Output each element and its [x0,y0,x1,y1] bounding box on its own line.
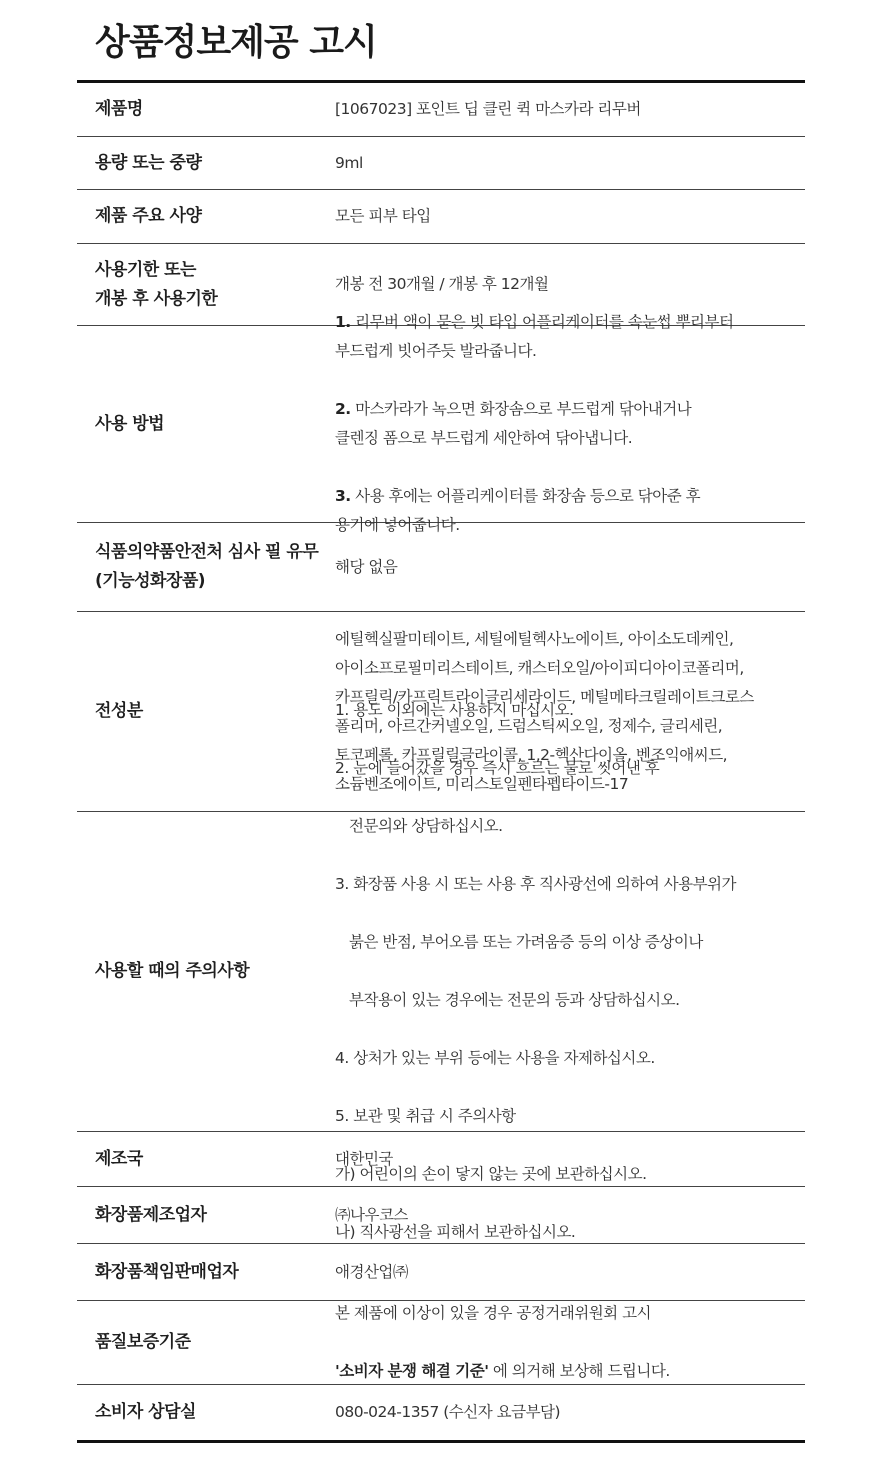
usage-step: 3. 사용 후에는 어플리케이터를 화장솜 등으로 닦아준 후 용기에 넣어줍니다. [335,487,701,534]
row-label: 사용 방법 [95,413,165,434]
precaution-line: 나) 직사광선을 피해서 보관하십시오. [335,1223,576,1241]
table-row-product-name [77,83,805,137]
row-value: ㈜나우코스 [335,1205,408,1224]
precaution-line: 전문의와 상담하십시오. [349,817,503,835]
precaution-line: 5. 보관 및 취급 시 주의사항 [335,1107,516,1125]
warranty-line: '소비자 분쟁 해결 기준' 에 의거해 보상해 드립니다. [335,1362,670,1380]
precaution-line: 붉은 반점, 부어오름 또는 가려움증 등의 이상 증상이나 [349,933,703,951]
row-value: 개봉 전 30개월 / 개봉 후 12개월 [335,275,549,293]
usage-step: 2. 마스카라가 녹으면 화장솜으로 부드럽게 닦아내거나 클렌징 폼으로 부드럽게 세안하여 닦아냅니다. [335,400,692,447]
row-label: 제조국 [95,1148,143,1169]
row-value [335,279,805,569]
table-row-usage [77,313,805,534]
table-row-volume [77,137,805,190]
row-value: 080-024-1357 (수신자 요금부담) [335,1403,561,1421]
row-value [335,1270,805,1415]
row-label: 제품명 [95,99,143,119]
row-label: 소비자 상담실 [95,1402,196,1422]
table-row-spec [77,190,805,244]
row-value [335,667,805,1276]
product-info-table [77,80,805,1443]
warranty-line: 본 제품에 이상이 있을 경우 공정거래위원회 고시 [335,1304,652,1322]
table-row-warranty [77,1301,805,1385]
row-value: [1067023] 포인트 딥 클린 퀵 마스카라 리무버 [335,100,641,118]
row-label: 용량 또는 중량 [95,152,202,173]
precaution-line: 1. 용도 이외에는 사용하지 마십시오. [335,701,574,719]
row-value: 모든 피부 타입 [335,207,431,225]
precaution-line: 3. 화장품 사용 시 또는 사용 후 직사광선에 의하여 사용부위가 [335,875,736,893]
row-label: 품질보증기준 [95,1332,191,1352]
precaution-line: 4. 상처가 있는 부위 등에는 사용을 자제하십시오. [335,1049,655,1067]
precaution-line: 가) 어린이의 손이 닿지 않는 곳에 보관하십시오. [335,1165,647,1183]
precaution-line: 2. 눈에 들어갔을 경우 즉시 흐르는 물로 씻어낸 후 [335,759,660,777]
row-value: 에틸헥실팔미테이트, 세틸에틸헥사노에이트, 아이소도데케인, 아이소프로필미리스테이트, 캐스터오일/아이피디아이코폴리머, 카프릴릭/카프릭트라이글리세라이드, 메틸메타크릴레이트크로스 폴리머, 아르간커넬오일, 드럼스틱씨오일, 정제수, 글리세린, 토코페롤, 카프릴릴글라이콜, 1,2-헥산다이올, 벤조익애씨드, 소듐벤조에이트, 미리스토일펜타펩타이드-17 [335,629,754,793]
row-label: 식품의약품안전처 심사 필 유무 (기능성화장품) [95,542,319,591]
row-label: 제품 주요 사양 [95,206,202,226]
row-value: 대한민국 [335,1149,393,1168]
row-value: 애경산업㈜ [335,1262,408,1281]
warranty-standard: '소비자 분쟁 해결 기준' [335,1362,489,1380]
row-value: 9ml [335,153,363,172]
page-title: 상품정보제공 고시 [95,22,377,63]
precaution-line: 부작용이 있는 경우에는 전문의 등과 상담하십시오. [349,991,680,1009]
row-value: 해당 없음 [335,557,398,576]
row-label: 화장품제조업자 [95,1204,207,1225]
row-label: 사용할 때의 주의사항 [95,961,250,981]
row-label: 전성분 [95,701,143,721]
usage-step: 1. 리무버 액이 묻은 빗 타입 어플리케이터를 속눈썹 뿌리부터 부드럽게 빗어주듯 발라줍니다. [335,313,734,360]
row-label: 화장품책임판매업자 [95,1261,239,1282]
row-label: 사용기한 또는 개봉 후 사용기한 [95,259,218,309]
